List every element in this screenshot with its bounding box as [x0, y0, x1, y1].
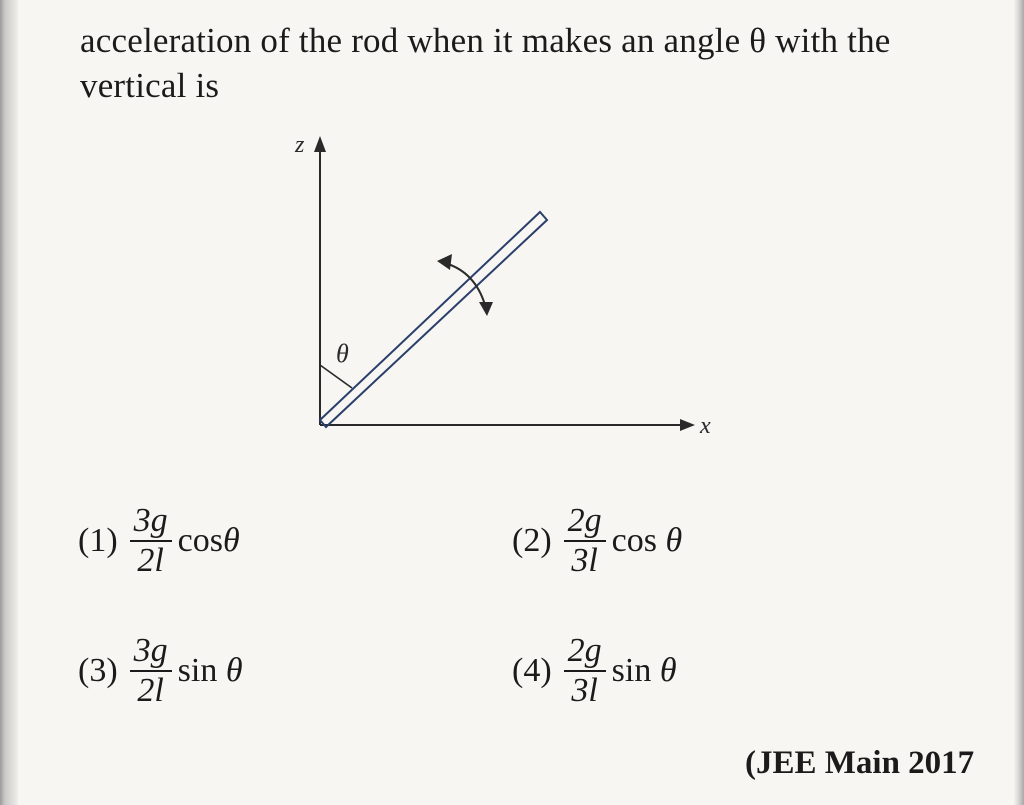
- angle-label: θ: [336, 339, 349, 368]
- option-number: (2): [512, 522, 552, 559]
- denominator: 3l: [571, 542, 598, 579]
- option-number: (3): [78, 652, 118, 689]
- trig-argument: θ: [225, 652, 243, 689]
- numerator: 2g: [564, 632, 606, 672]
- fraction: [130, 502, 172, 580]
- option-2[interactable]: [512, 502, 682, 580]
- numerator: 2g: [564, 502, 606, 542]
- rotation-arrowhead-bottom: [479, 302, 493, 316]
- rod: [320, 212, 547, 427]
- rod-figure: [270, 120, 730, 450]
- fraction: [564, 502, 606, 580]
- trig-function: cos: [177, 522, 223, 559]
- page-edge-left: [0, 0, 18, 805]
- option-1[interactable]: [78, 502, 240, 580]
- x-axis-label: x: [700, 413, 711, 439]
- trig-argument: θ: [222, 522, 240, 559]
- trig-function: cos: [611, 522, 657, 559]
- numerator: 3g: [130, 502, 172, 542]
- trig-argument: θ: [665, 522, 683, 559]
- option-3[interactable]: [78, 632, 243, 710]
- angle-arc: [320, 365, 352, 388]
- trig-function: sin: [177, 652, 218, 689]
- denominator: 2l: [137, 542, 164, 579]
- trig-function: sin: [611, 652, 652, 689]
- denominator: 3l: [571, 672, 598, 709]
- x-axis-arrowhead: [680, 419, 695, 431]
- rotation-arrowhead-top: [437, 254, 452, 270]
- option-number: (4): [512, 652, 552, 689]
- z-axis-label: z: [295, 132, 305, 158]
- option-number: (1): [78, 522, 118, 559]
- trig-argument: θ: [659, 652, 677, 689]
- page-edge-right: [1014, 0, 1024, 805]
- numerator: 3g: [130, 632, 172, 672]
- option-4[interactable]: [512, 632, 677, 710]
- denominator: 2l: [137, 672, 164, 709]
- fraction: [130, 632, 172, 710]
- question-text: acceleration of the rod when it makes an angle θ with the vertical is: [80, 21, 891, 105]
- z-axis-arrowhead: [314, 136, 326, 152]
- fraction: [564, 632, 606, 710]
- exam-source: (JEE Main 2017: [745, 745, 975, 781]
